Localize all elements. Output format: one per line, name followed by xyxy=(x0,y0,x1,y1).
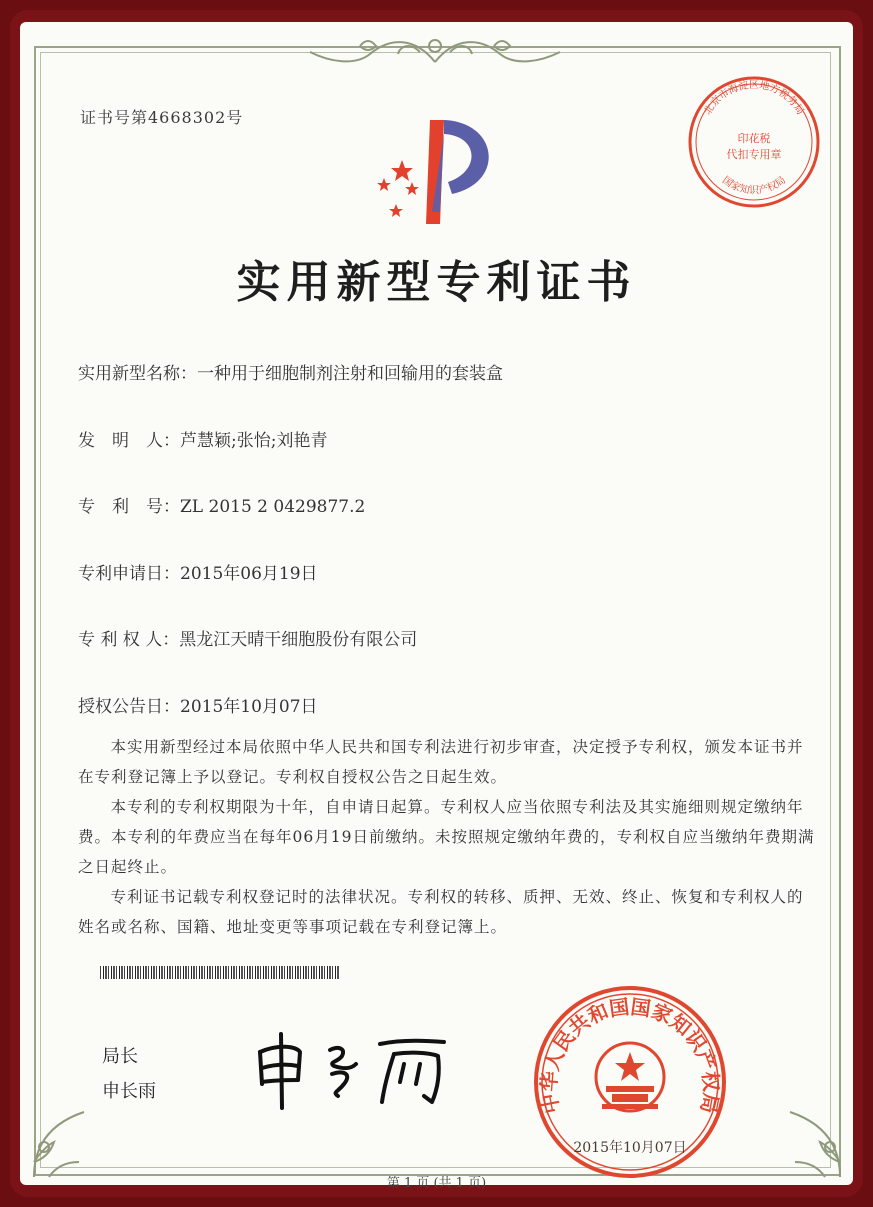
field-label: 实用新型名称： xyxy=(78,364,197,384)
paragraph-1: 本实用新型经过本局依照中华人民共和国专利法进行初步审查，决定授予专利权，颁发本证书并在专利登记簿上予以登记。专利权自授权公告之日起生效。 xyxy=(78,738,804,786)
barcode xyxy=(100,966,340,979)
paragraph-3: 专利证书记载专利权登记时的法律状况。专利权的转移、质押、无效、终止、恢复和专利权人的姓名或名称、国籍、地址变更等事项记载在专利登记簿上。 xyxy=(78,888,804,936)
field-value: 黑龙江天晴干细胞股份有限公司 xyxy=(179,630,418,650)
field-patentee xyxy=(78,625,417,650)
field-utility-name xyxy=(78,359,503,384)
patent-office-logo xyxy=(368,112,508,227)
field-label: 授权公告日： xyxy=(78,697,180,717)
field-value: 2015年10月07日 xyxy=(180,697,318,717)
national-emblem-icon xyxy=(596,1043,664,1111)
certificate-paper xyxy=(20,22,853,1191)
field-label: 专 利 权 人： xyxy=(78,630,180,650)
field-value: 2015年06月19日 xyxy=(180,564,318,584)
office-seal-date: 2015年10月07日 xyxy=(573,1140,687,1156)
bottom-right-ornament xyxy=(760,1102,850,1182)
field-value: 芦慧颖;张怡;刘艳青 xyxy=(180,431,328,451)
office-seal-ring-text: 中华人民共和国国家知识产权局 xyxy=(536,994,724,1116)
certificate-number: 证书号第4668302号 xyxy=(80,108,244,127)
bottom-left-ornament xyxy=(24,1102,114,1182)
field-value: 一种用于细胞制剂注射和回输用的套装盒 xyxy=(197,364,503,384)
tax-seal-line2: 代扣专用章 xyxy=(726,148,782,161)
paragraph-2: 本专利的专利权期限为十年，自申请日起算。专利权人应当依照专利法及其实施细则规定缴纳年费。本专利的年费应当在每年06月19日前缴纳。未按照规定缴纳年费的，专利权自应当缴纳年费期满之日起终止。 xyxy=(78,798,815,876)
field-label: 发 明 人： xyxy=(78,431,180,451)
field-inventors xyxy=(78,426,327,451)
office-seal xyxy=(530,982,730,1182)
tax-seal xyxy=(684,72,824,212)
tax-seal-bottom-text: 国家知识产权局 xyxy=(719,174,789,197)
director-signature xyxy=(248,1022,458,1112)
field-label: 专 利 号： xyxy=(78,497,180,517)
director-title: 局长 xyxy=(102,1046,138,1067)
field-application-date xyxy=(78,559,318,584)
tax-seal-ring-text: 北京市海淀区地方税务局 xyxy=(702,79,806,117)
top-ornament xyxy=(300,32,570,76)
field-patent-number xyxy=(78,492,365,517)
field-label: 专利申请日： xyxy=(78,564,180,584)
page-footer: 第 1 页 (共 1 页) xyxy=(386,1176,487,1191)
director-name: 申长雨 xyxy=(102,1081,156,1102)
field-grant-date xyxy=(78,692,318,717)
field-value: ZL 2015 2 0429877.2 xyxy=(180,497,366,517)
tax-seal-line1: 印花税 xyxy=(737,132,771,145)
certificate-title: 实用新型专利证书 xyxy=(236,257,637,308)
